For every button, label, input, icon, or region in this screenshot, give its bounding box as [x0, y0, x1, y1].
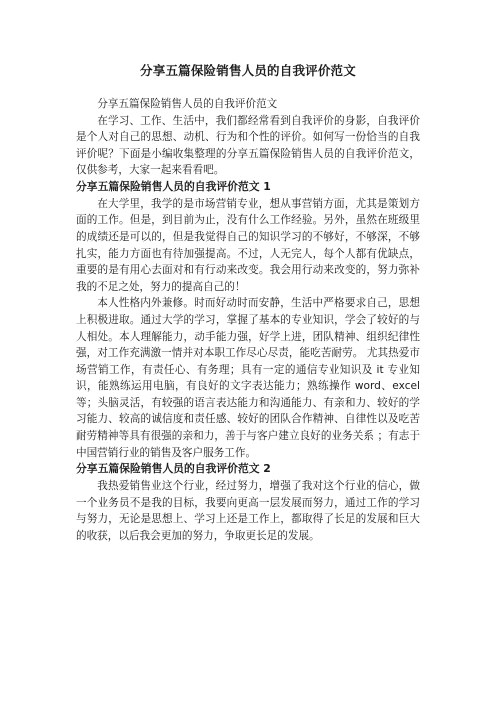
section-2 — [76, 461, 420, 544]
section-1 — [76, 179, 420, 461]
document-title: 分享五篇保险销售人员的自我评价范文 — [140, 63, 356, 78]
body-paragraph: 我热爱销售业这个行业，经过努力，增强了我对这个行业的信心，做一个业务员不是我的目标，我要向更高一层发展而努力，通过工作的学习与努力，无论是思想上、学习上还是工作上，都取得了长足的发展和巨大的收获，以后我会更加的努力，争取更长足的发展。 — [76, 480, 420, 542]
document-subtitle: 分享五篇保险销售人员的自我评价范文 — [97, 98, 278, 110]
section-heading: 分享五篇保险销售人员的自我评价范文 2 — [76, 462, 271, 476]
section-heading: 分享五篇保险销售人员的自我评价范文 1 — [76, 179, 271, 193]
intro-paragraph: 在学习、工作、生活中，我们都经常看到自我评价的身影，自我评价是个人对自己的思想、动机、行为和个性的评价。如何写一份恰当的自我评价呢？下面是小编收集整理的分享五篇保险销售人员的自我评价范文，仅供参考，大家一起来看看吧。 — [76, 114, 420, 177]
body-paragraph: 在大学里，我学的是市场营销专业，想从事营销方面，尤其是策划方面的工作。但是，到目前为止，没有什么工作经验。另外，虽然在班级里的成绩还是可以的，但是我觉得自己的知识学习的不够好，不够深，不够扎实，能力方面也有待加强提高。不过，人无完人，每个人都有优缺点，重要的是有用心去面对和有行动来改变。我会用行动来改变的，努力弥补我的不足之处，努力的提高自己的！ — [76, 197, 420, 293]
body-paragraph: 本人性格内外兼修。时而好动时而安静，生活中严格要求自己，思想上积极进取。通过大学的学习，掌握了基本的专业知识，学会了较好的与人相处。本人理解能力，动手能力强，好学上进，团队精神、组织纪律性强，对工作充满激一情并对本职工作尽心尽责，能吃苦耐劳。 尤其热爱市场营销工作，有责任心、有务理；具有一定的通信专业知识及 it 专业知识，能熟练运用电脑，有良好的文字表达能力；熟练操作 word、excel 等；头脑灵活，有较强的语言表达能力和沟通能力、有亲和力、较好的学习能力、较高的诚信度和责任感、较好的团队合作精神、自律性以及吃苦耐劳精神等具有很强的亲和力，善于与客户建立良好的业务关系 ；有志于中国营销行业的销售及客户服务工作。 — [76, 297, 420, 459]
